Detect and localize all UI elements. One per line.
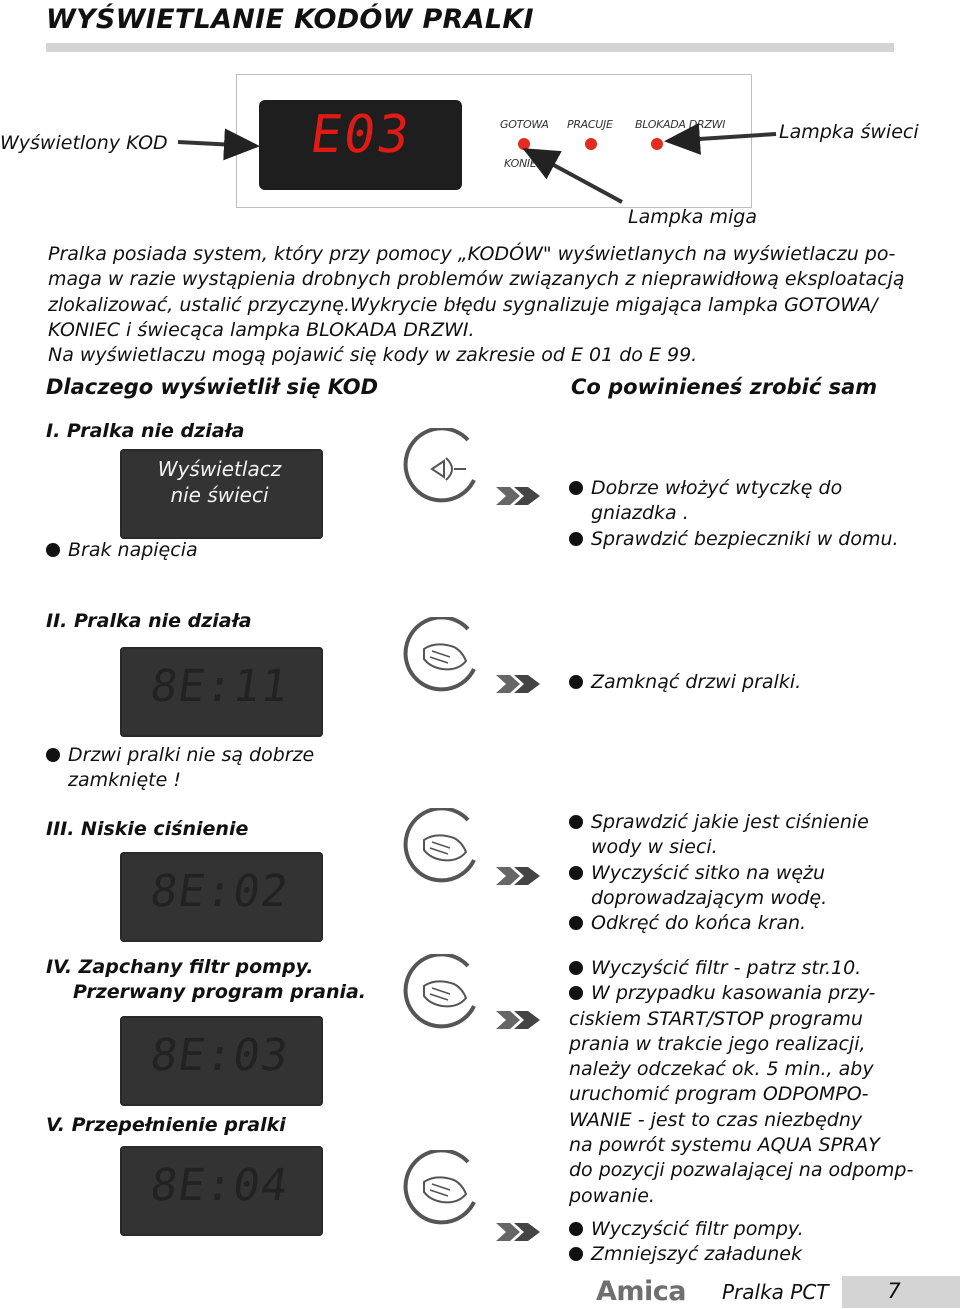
action-item: Wyczyścić filtr - patrz str.10.: [569, 956, 913, 981]
section-3-title: III. Niskie ciśnienie: [46, 818, 249, 840]
brand-logo: Amica: [596, 1276, 687, 1307]
bullet-icon: [569, 916, 583, 930]
section-1-actions: [569, 476, 899, 552]
section-1-title: I. Pralka nie działa: [46, 420, 245, 442]
action-item-cont: doprowadzającym wodę.: [591, 886, 828, 909]
bullet-icon: [569, 815, 583, 829]
action-item: Sprawdzić bezpieczniki w domu.: [569, 527, 899, 552]
section-2-title: II. Pralka nie działa: [46, 610, 252, 632]
action-item-cont: prania w trakcie jego realizacji,: [569, 1032, 866, 1055]
hand-icon: [402, 808, 484, 890]
action-item-cont: powanie.: [569, 1184, 655, 1207]
arrow-right-icon: [496, 864, 544, 888]
bullet-icon: [569, 986, 583, 1000]
action-item-cont: wody w sieci.: [591, 836, 718, 859]
section-4-title-line2: Przerwany program prania.: [73, 981, 367, 1003]
action-item-cont: uruchomić program ODPOMPO-: [569, 1083, 869, 1106]
display-e11-code: 8E:11: [147, 661, 292, 712]
heading-what: Co powinieneś zrobić sam: [571, 375, 878, 399]
intro-line: Pralka posiada system, który przy pomocy „KODÓW" wyświetlanych na wyświetlaczu po-: [48, 243, 896, 265]
bullet-icon: [569, 1247, 583, 1261]
section-2-actions: [569, 670, 801, 695]
section-5-title: V. Przepełnienie pralki: [46, 1114, 286, 1136]
arrow-to-display: [178, 142, 256, 146]
display-off-line1: Wyświetlacz: [157, 457, 282, 481]
heading-why: Dlaczego wyświetlił się KOD: [46, 375, 379, 399]
section-2-cause: [46, 743, 314, 794]
cause-item: Drzwi pralki nie są dobrze: [46, 743, 314, 768]
bullet-icon: [46, 748, 60, 762]
arrow-right-icon: [496, 672, 544, 696]
action-item-cont: ciskiem START/STOP programu: [569, 1007, 863, 1030]
arrow-right-icon: [496, 1220, 544, 1244]
action-item-cont: WANIE - jest to czas niezbędny: [569, 1108, 863, 1131]
callout-arrows: [0, 0, 960, 240]
arrow-to-ready-led: [526, 150, 622, 202]
intro-line: zlokalizować, ustalić przyczynę.Wykrycie błędu sygnalizuje migająca lampka GOTOWA/: [48, 293, 878, 316]
arrow-right-icon: [496, 1008, 544, 1032]
bullet-icon: [569, 481, 583, 495]
callout-shown-code: Wyświetlony KOD: [0, 132, 168, 154]
bullet-icon: [569, 675, 583, 689]
bullet-icon: [569, 1222, 583, 1236]
arrow-right-icon: [496, 484, 544, 508]
hand-icon: [402, 617, 484, 699]
callout-lamp-blink: Lampka miga: [628, 206, 757, 228]
section-1-cause: Brak napięcia: [46, 538, 198, 563]
action-item: Wyczyścić sitko na wężu: [569, 861, 869, 886]
bullet-icon: [569, 532, 583, 546]
footer-product: Pralka PCT: [722, 1280, 829, 1304]
page-number: 7: [887, 1279, 901, 1303]
display-off-line2: nie świeci: [170, 483, 269, 507]
section-4-actions: [569, 956, 913, 1209]
section-4-title: [46, 956, 366, 1003]
action-item: Odkręć do końca kran.: [569, 911, 869, 936]
arrow-to-lock-led: [668, 134, 776, 141]
section-5-actions: [569, 1217, 804, 1268]
display-e04-code: 8E:04: [147, 1160, 292, 1211]
page-title: WYŚWIETLANIE KODÓW PRALKI: [46, 4, 534, 35]
intro-paragraph: [48, 242, 908, 368]
display-e03-code: 8E:03: [147, 1030, 292, 1081]
label-working: PRACUJE: [567, 118, 613, 131]
intro-line: Na wyświetlaczu mogą pojawić się kody w zakresie od E 01 do E 99.: [48, 344, 698, 367]
panel-code: E03: [306, 105, 415, 165]
action-item: Dobrze włożyć wtyczkę do: [569, 476, 899, 501]
action-item-cont: gniazdka .: [591, 502, 689, 525]
label-lock: BLOKADA DRZWI: [635, 118, 726, 131]
cause-item-cont: zamknięte !: [68, 769, 181, 792]
intro-line: KONIEC i świecąca lampka BLOKADA DRZWI.: [48, 318, 475, 341]
hand-icon: [402, 954, 484, 1036]
eye-icon: [402, 428, 484, 510]
bullet-icon: [46, 543, 60, 557]
bullet-icon: [569, 961, 583, 975]
display-e02-code: 8E:02: [147, 866, 292, 917]
hand-icon: [402, 1150, 484, 1232]
action-item-cont: należy odczekać ok. 5 min., aby: [569, 1058, 874, 1081]
intro-line: maga w razie wystąpienia drobnych problemów związanych z nieprawidłową eksploatacją: [48, 268, 905, 291]
action-item: Sprawdzić jakie jest ciśnienie: [569, 810, 869, 835]
section-4-title-line1: IV. Zapchany filtr pompy.: [46, 956, 314, 978]
bullet-icon: [569, 866, 583, 880]
section-3-actions: [569, 810, 869, 936]
action-item: Wyczyścić filtr pompy.: [569, 1217, 804, 1242]
action-item-cont: do pozycji pozwalającej na odpomp-: [569, 1159, 914, 1182]
callout-lamp-on: Lampka świeci: [779, 121, 919, 143]
action-item: Zamknąć drzwi pralki.: [569, 670, 801, 695]
label-end: KONIEC: [504, 157, 544, 170]
label-ready: GOTOWA: [500, 118, 549, 131]
action-item: W przypadku kasowania przy-: [569, 981, 913, 1006]
action-item-cont: na powrót systemu AQUA SPRAY: [569, 1134, 880, 1157]
action-item: Zmniejszyć załadunek: [569, 1242, 804, 1267]
